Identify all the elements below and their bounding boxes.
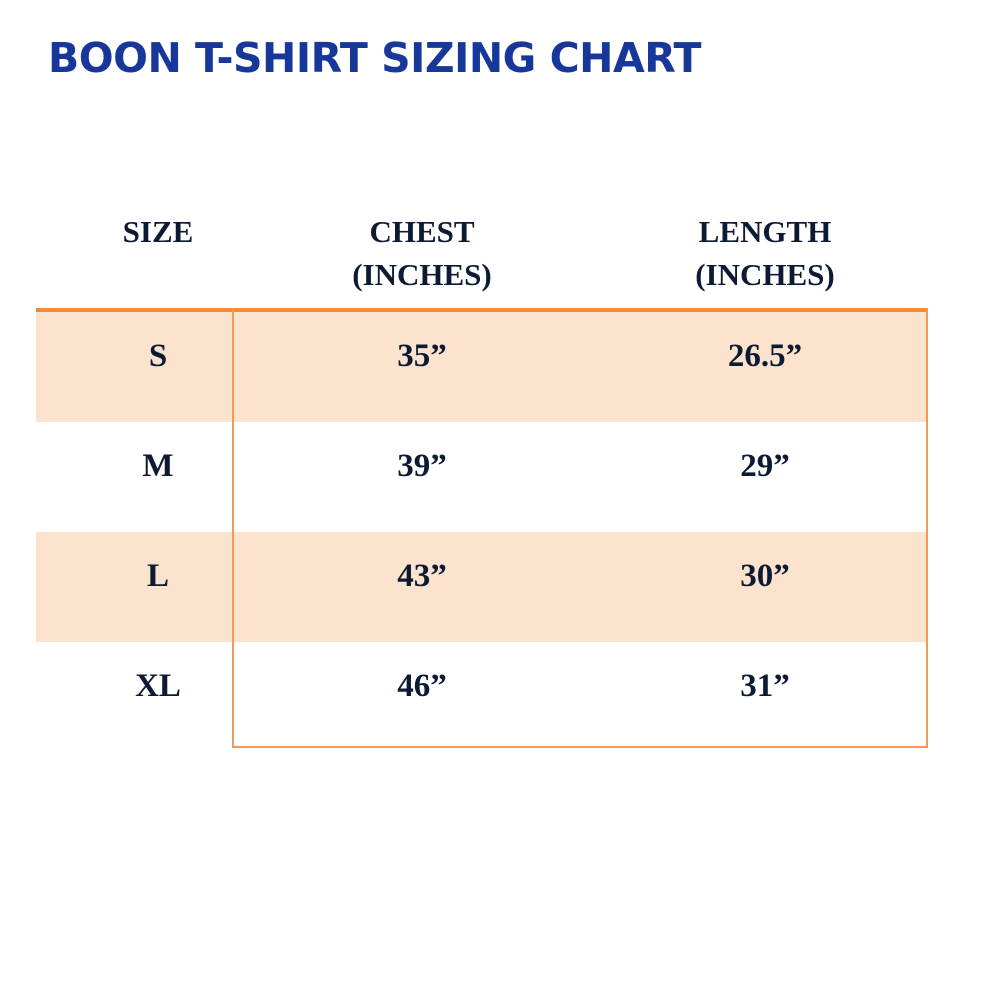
cell-size-xl: XL: [135, 668, 181, 704]
cell-chest-xl: 46”: [397, 668, 447, 704]
cell-length-l: 30”: [740, 558, 790, 594]
column-header-size: [58, 210, 258, 253]
cell-length-s: 26.5”: [727, 338, 803, 374]
table-row: [36, 642, 928, 752]
page-title: BOON T-SHIRT SIZING CHART: [48, 34, 701, 82]
table-row: [36, 422, 928, 532]
cell-chest-m: 39”: [397, 448, 447, 484]
column-header-chest: [284, 210, 560, 296]
cell-chest-s: 35”: [397, 338, 447, 374]
cell-length-m: 29”: [740, 448, 790, 484]
sizing-table: [36, 196, 928, 756]
table-row: [36, 532, 928, 642]
column-header-chest-line2: (INCHES): [352, 257, 492, 292]
cell-size-s: S: [148, 338, 168, 374]
table-row: [36, 312, 928, 422]
cell-chest-l: 43”: [397, 558, 447, 594]
column-header-length-line1: LENGTH: [698, 214, 832, 249]
column-header-size-line1: SIZE: [122, 214, 194, 249]
column-header-length: [606, 210, 924, 296]
cell-length-xl: 31”: [740, 668, 790, 704]
cell-size-l: L: [146, 558, 169, 594]
table-header-row: [36, 196, 928, 308]
column-header-chest-line1: CHEST: [369, 214, 475, 249]
cell-size-m: M: [142, 448, 174, 484]
column-header-length-line2: (INCHES): [695, 257, 835, 292]
